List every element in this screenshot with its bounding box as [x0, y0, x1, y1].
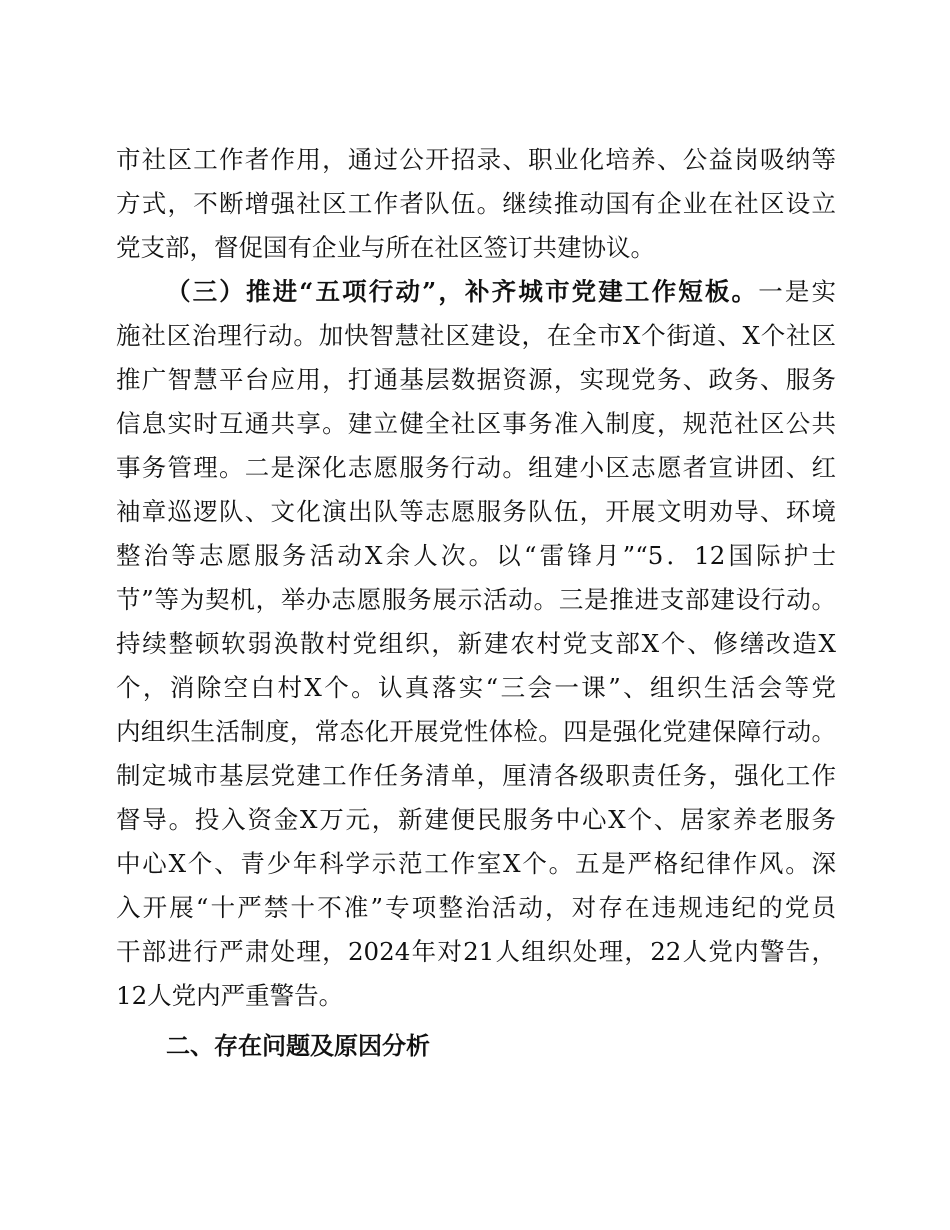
document-body — [116, 138, 836, 1068]
paragraph-line: 施社区治理行动。加快智慧社区建设，在全市X个街道、X个社区 — [116, 321, 836, 350]
paragraph-line: 内组织生活制度，常态化开展党性体检。四是强化党建保障行动。 — [116, 717, 836, 746]
section-3-title: （三）推进“五项行动”，补齐城市党建工作短板。 — [166, 277, 759, 306]
paragraph-line: 党支部，督促国有企业与所在社区签订共建协议。 — [116, 233, 655, 262]
section-3-first-line — [116, 270, 836, 314]
paragraph-line: 方式，不断增强社区工作者队伍。继续推动国有企业在社区设立 — [116, 189, 836, 218]
paragraph-line: 制定城市基层党建工作任务清单，厘清各级职责任务，强化工作 — [116, 761, 836, 790]
paragraph-line: 节”等为契机，举办志愿服务展示活动。三是推进支部建设行动。 — [116, 585, 836, 614]
paragraph-line: 12人党内严重警告。 — [116, 981, 344, 1010]
paragraph-line: 推广智慧平台应用，打通基层数据资源，实现党务、政务、服务 — [116, 365, 836, 394]
paragraph-line: 督导。投入资金X万元，新建便民服务中心X个、居家养老服务 — [116, 805, 836, 834]
section-heading: 二、存在问题及原因分析 — [166, 1032, 430, 1060]
paragraph-line: 持续整顿软弱涣散村党组织，新建农村党支部X个、修缮改造X — [116, 629, 836, 658]
paragraph-line: 入开展“十严禁十不准”专项整治活动，对存在违规违纪的党员 — [116, 893, 836, 922]
paragraph-line: 市社区工作者作用，通过公开招录、职业化培养、公益岗吸纳等 — [116, 145, 836, 174]
paragraph-line: 整治等志愿服务活动X余人次。以“雷锋月”“5．12国际护士 — [116, 541, 836, 570]
section-3-first-tail: 一是实 — [758, 277, 836, 306]
paragraph-line: 信息实时互通共享。建立健全社区事务准入制度，规范社区公共 — [116, 409, 836, 438]
paragraph-line: 事务管理。二是深化志愿服务行动。组建小区志愿者宣讲团、红 — [116, 453, 836, 482]
paragraph-line: 个，消除空白村X个。认真落实“三会一课”、组织生活会等党 — [116, 673, 836, 702]
paragraph-line: 中心X个、青少年科学示范工作室X个。五是严格纪律作风。深 — [116, 849, 836, 878]
paragraph-line: 干部进行严肃处理，2024年对21人组织处理，22人党内警告， — [116, 937, 836, 966]
paragraph-line: 袖章巡逻队、文化演出队等志愿服务队伍，开展文明劝导、环境 — [116, 497, 836, 526]
